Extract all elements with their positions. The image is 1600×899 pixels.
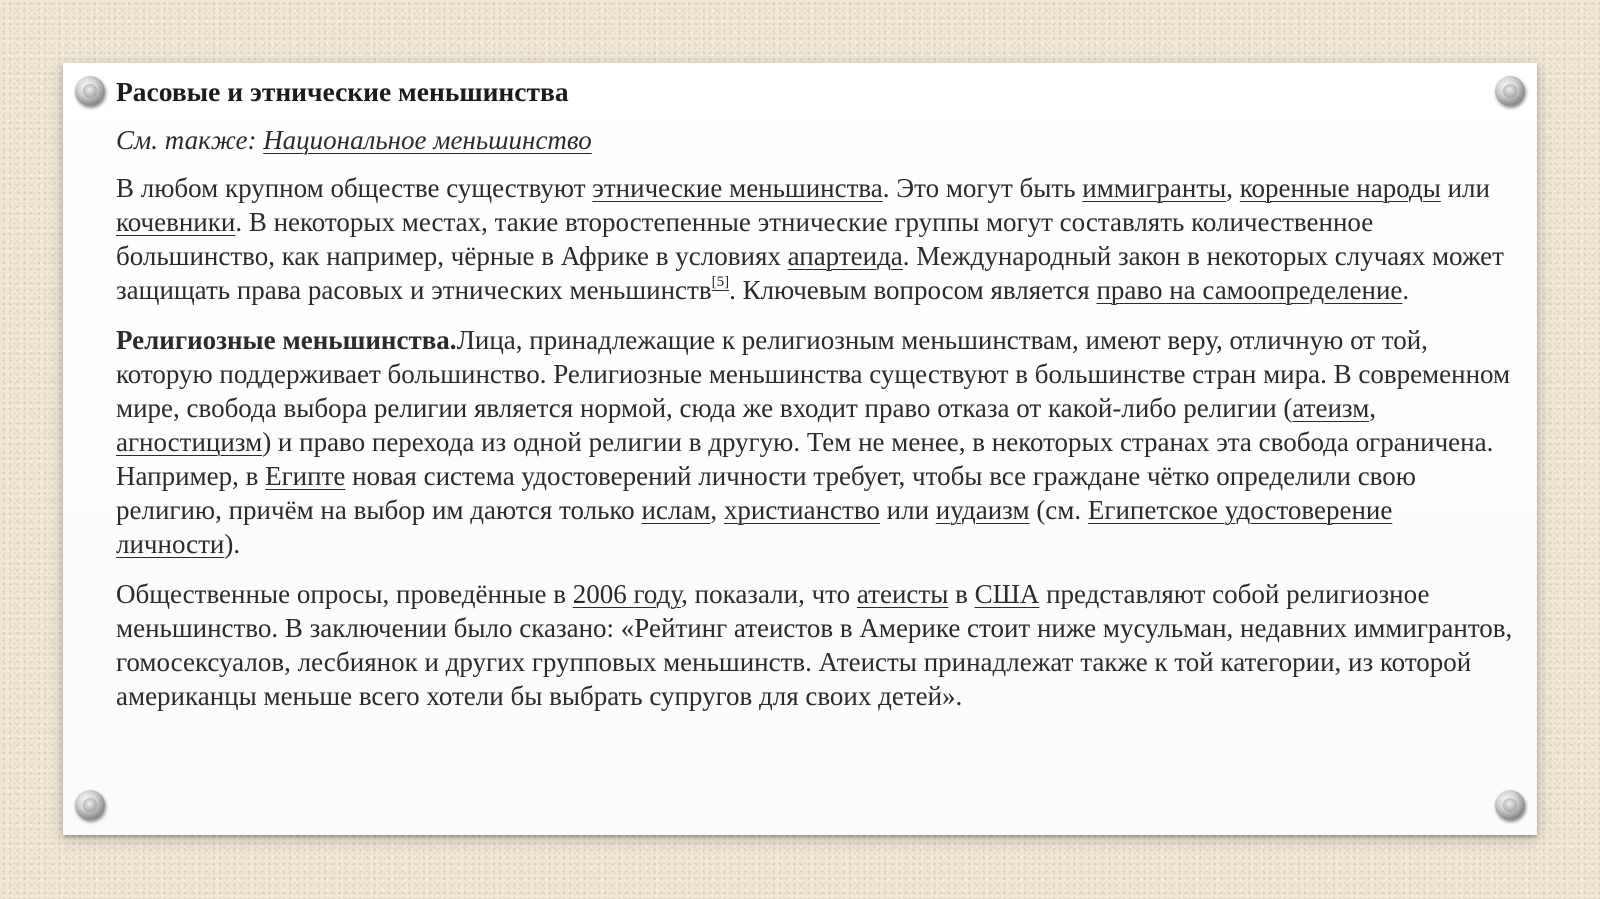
link-usa[interactable]: США [974,579,1040,609]
pin-icon [75,790,105,820]
text-segment: ). [224,529,241,559]
slide-card [63,63,1537,835]
text-segment: . Международный закон в некоторых случаях может защищать права расовых и этнических меньшинств [116,241,1504,305]
link-apartheid[interactable]: апартеида [787,241,903,271]
link-egyptian-id[interactable]: Египетское удостоверение личности [116,495,1393,559]
text-segment: , [710,495,724,525]
link-atheists[interactable]: атеисты [856,579,949,609]
text-segment: . [1402,275,1410,305]
paragraph-religious-minorities [116,323,1516,561]
text-segment: (см. [1029,495,1088,525]
paragraph-ethnic-minorities [116,171,1516,307]
link-atheism[interactable]: атеизм [1292,393,1370,423]
text-segment: . Это могут быть [882,173,1083,203]
religious-minorities-heading: Религиозные меньшинства. [116,325,457,355]
link-egypt[interactable]: Египте [265,461,346,491]
text-segment: , [1226,173,1240,203]
link-indigenous-peoples[interactable]: коренные народы [1239,173,1441,203]
text-segment: Общественные опросы, проведённые в [116,579,573,609]
link-islam[interactable]: ислам [641,495,711,525]
pin-icon [75,76,105,106]
text-segment: или [1440,173,1490,203]
footnote-ref-5[interactable]: [5] [711,274,730,290]
text-segment: в [948,579,975,609]
link-christianity[interactable]: христианство [723,495,880,525]
text-segment: . В некоторых местах, такие второстепенные этнические группы могут составлять количественное большинство, как например, чёрные в Африке в условиях [116,207,1374,271]
link-judaism[interactable]: иудаизм [935,495,1030,525]
text-segment: . Ключевым вопросом является [729,275,1097,305]
section-title: Расовые и этнические меньшинства [116,76,569,107]
text-segment: В любом крупном обществе существуют [116,173,593,203]
text-segment: или [879,495,936,525]
link-nomads[interactable]: кочевники [116,207,236,237]
see-also-line [116,123,1516,157]
article-content [116,73,1516,729]
link-2006[interactable]: 2006 году [572,579,682,609]
pin-icon [1495,790,1525,820]
link-agnosticism[interactable]: агностицизм [116,427,263,457]
link-national-minority[interactable]: Национальное меньшинство [263,125,592,155]
text-segment: новая система удостоверений личности требует, чтобы все граждане чётко определили свою религию, причём на выбор им даются только [116,461,1416,525]
paragraph-polls [116,577,1516,713]
text-segment: ) и право перехода из одной религии в другую. Тем не менее, в некоторых странах эта свобода ограничена. Например, в [116,427,1494,491]
link-self-determination[interactable]: право на самоопределение [1096,275,1403,305]
see-also-prefix: См. также: [116,125,264,155]
link-immigrants[interactable]: иммигранты [1082,173,1227,203]
text-segment: , показали, что [681,579,857,609]
link-ethnic-minorities[interactable]: этнические меньшинства [592,173,883,203]
text-segment: , [1369,393,1377,423]
text-segment: Лица, принадлежащие к религиозным меньшинствам, имеют веру, отличную от той, которую поддерживает большинство. Религиозные меньшинства существуют в большинстве стран мира. В современном мире, свобода выбора религии является нормой, сюда же входит право отказа от какой-либо религии ( [116,325,1511,423]
text-segment: представляют собой религиозное меньшинство. В заключении было сказано: «Рейтинг атеистов в Америке стоит ниже мусульман, недавних иммигрантов, гомосексуалов, лесбиянок и других групповых меньшинств. Атеисты принадлежат также к той категории, из которой американцы меньше всего хотели бы выбрать супругов для своих детей». [116,579,1513,711]
